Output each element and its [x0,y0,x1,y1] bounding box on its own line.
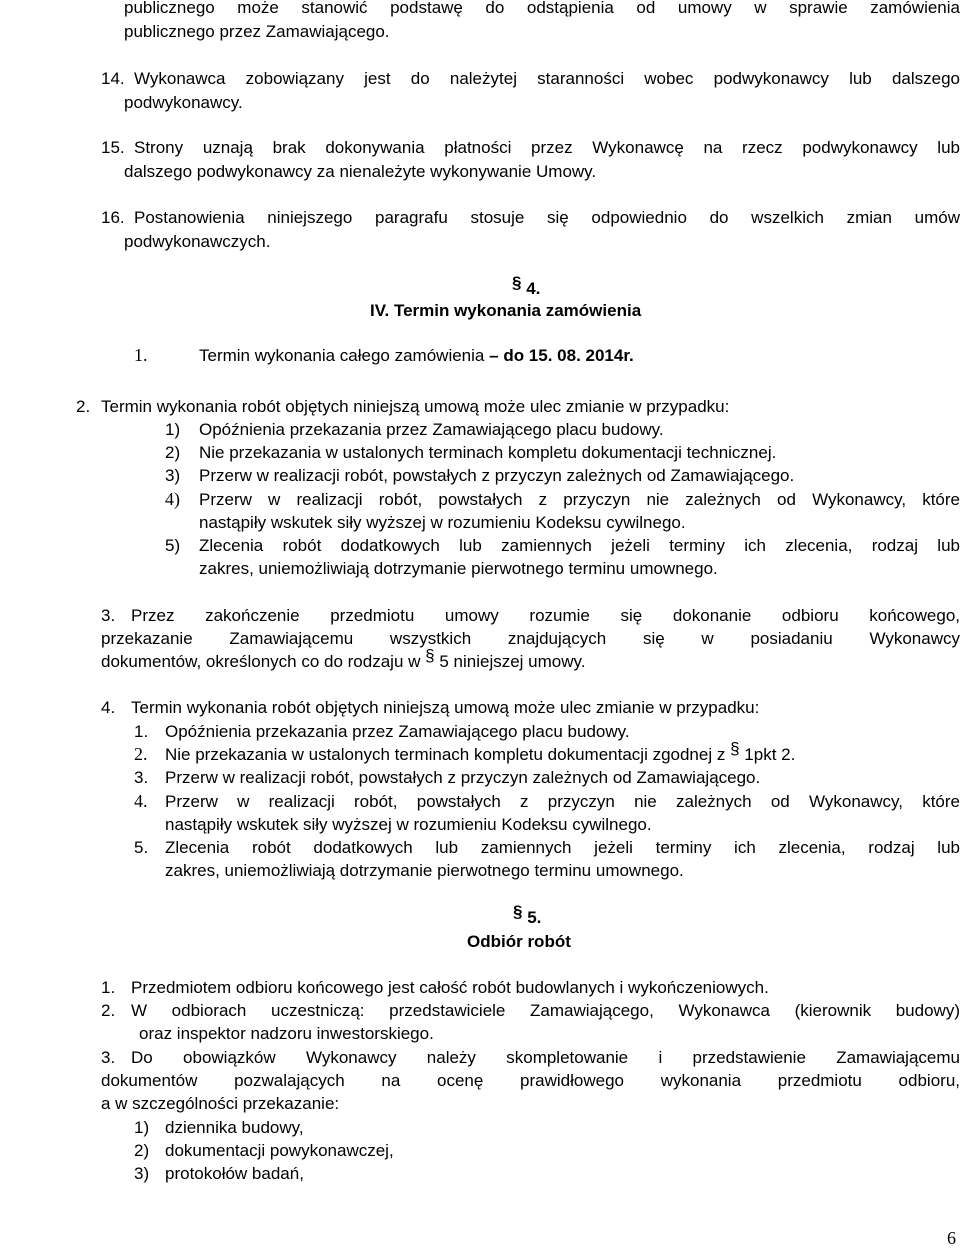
s4p4-item2-text: Nie przekazania w ustalonych terminach kompletu dokumentacji zgodnej z § 1pkt 2. [165,739,796,764]
s4p2-item1-number: 1) [165,420,181,439]
s4p4-number: 4. [101,698,116,717]
s4p4-item3-text: Przerw w realizacji robót, powstałych z przyczyn zależnych od Zamawiającego. [165,768,761,787]
s4p4-item5-line2: zakres, uniemożliwiają dotrzymanie pierwotnego terminu umownego. [165,861,684,880]
s4p3-number: 3. [101,606,116,625]
p15-line1: Strony uznają brak dokonywania płatności przez Wykonawcę na rzecz podwykonawcy lub [134,138,960,157]
s4p2-item4-number: 4) [165,489,180,509]
s4p4-item5-line1: Zlecenia robót dodatkowych lub zamiennych jeżeli terminy ich zlecenia, rodzaj lub [165,838,960,857]
s4p2-item1-text: Opóźnienia przekazania przez Zamawiającego placu budowy. [199,420,664,439]
p13-line2: publicznego przez Zamawiającego. [124,22,390,41]
s4p4-item1-number: 1. [134,722,149,741]
s4p4-text: Termin wykonania robót objętych niniejszą umową może ulec zmianie w przypadku: [131,698,760,717]
s4p2-text: Termin wykonania robót objętych niniejszą umową może ulec zmianie w przypadku: [101,397,730,416]
paragraph-sign: § [512,273,522,292]
p14-number: 14. [101,69,125,88]
s4p4-item4-number: 4. [134,791,148,811]
s5p2-line1: W odbiorach uczestniczą: przedstawiciele Zamawiającego, Wykonawca (kierownik budowy) [131,1001,960,1020]
s5p2-number: 2. [101,1001,116,1020]
s4p4-item3-number: 3. [134,768,149,787]
section-5-heading [513,902,542,929]
paragraph-sign: § [425,646,435,665]
s5p3-item1-text: dziennika budowy, [165,1118,304,1137]
s4p4-item4-line1: Przerw w realizacji robót, powstałych z przyczyn nie zależnych od Wykonawcy, które [165,792,960,811]
s4p4-item5-number: 5. [134,838,149,857]
s4p2-item5-line2: zakres, uniemożliwiają dotrzymanie pierwotnego terminu umownego. [199,559,718,578]
p15-number: 15. [101,138,125,157]
page-number: 6 [947,1228,956,1248]
s5p3-line1: Do obowiązków Wykonawcy należy skompletowanie i przedstawienie Zamawiającemu [131,1048,960,1067]
s4p2-number: 2. [76,397,91,416]
s5p2-line2: oraz inspektor nadzoru inwestorskiego. [139,1024,434,1043]
s5p3-line2: dokumentów pozwalających na ocenę prawidłowego wykonania przedmiotu odbioru, [101,1071,960,1090]
s4p2-item5-number: 5) [165,536,181,555]
s4p2-item3-text: Przerw w realizacji robót, powstałych z przyczyn zależnych od Zamawiającego. [199,466,795,485]
s5p1-number: 1. [101,978,116,997]
section-5-title: Odbiór robót [467,932,571,951]
s4p2-item3-number: 3) [165,466,181,485]
s5p3-item2-number: 2) [134,1141,150,1160]
s5p3-item2-text: dokumentacji powykonawczej, [165,1141,394,1160]
section-4-heading [512,273,541,300]
section-number: 5. [527,908,542,927]
section-4-title: IV. Termin wykonania zamówienia [370,301,642,320]
p15-line2: dalszego podwykonawcy za nienależyte wykonywanie Umowy. [124,162,597,181]
s5p3-item3-number: 3) [134,1164,150,1183]
p16-line1: Postanowienia niniejszego paragrafu stosuje się odpowiednio do wszelkich zmian umów [134,208,960,227]
s4p2-item2-text: Nie przekazania w ustalonych terminach kompletu dokumentacji technicznej. [199,443,777,462]
paragraph-sign: § [730,739,740,758]
p13-line1: publicznego może stanowić podstawę do odstąpienia od umowy w sprawie zamówienia [124,0,960,17]
s4p3-line3: dokumentów, określonych co do rodzaju w § 5 niniejszej umowy. [101,646,586,671]
s4p1-number: 1. [134,345,148,365]
p16-number: 16. [101,208,125,227]
p14-line2: podwykonawcy. [124,93,243,112]
paragraph-sign: § [513,902,523,921]
s4p3-line2: przekazanie Zamawiającemu wszystkich znajdujących się w posiadaniu Wykonawcy [101,629,960,648]
s4p4-item4-line2: nastąpiły wskutek siły wyższej w rozumieniu Kodeksu cywilnego. [165,815,652,834]
section-number: 4. [526,279,541,298]
s5p1-text: Przedmiotem odbioru końcowego jest całość robót budowlanych i wykończeniowych. [131,978,769,997]
s4p2-item4-line2: nastąpiły wskutek siły wyższej w rozumieniu Kodeksu cywilnego. [199,513,686,532]
s5p3-item3-text: protokołów badań, [165,1164,304,1183]
p14-line1: Wykonawca zobowiązany jest do należytej staranności wobec podwykonawcy lub dalszego [134,69,960,88]
s4p3-line1: Przez zakończenie przedmiotu umowy rozumie się dokonanie odbioru końcowego, [131,606,960,625]
s4p4-item2-number: 2. [134,744,148,764]
s4p2-item2-number: 2) [165,443,181,462]
s4p2-item5-line1: Zlecenia robót dodatkowych lub zamiennych jeżeli terminy ich zlecenia, rodzaj lub [199,536,960,555]
s4p2-item4-line1: Przerw w realizacji robót, powstałych z przyczyn nie zależnych od Wykonawcy, które [199,490,960,509]
s5p3-number: 3. [101,1048,116,1067]
p16-line2: podwykonawczych. [124,232,271,251]
s4p4-item1-text: Opóźnienia przekazania przez Zamawiającego placu budowy. [165,722,630,741]
s5p3-line3: a w szczególności przekazanie: [101,1094,340,1113]
s5p3-item1-number: 1) [134,1118,150,1137]
s4p1-text: Termin wykonania całego zamówienia – do 15. 08. 2014r. [199,346,634,365]
